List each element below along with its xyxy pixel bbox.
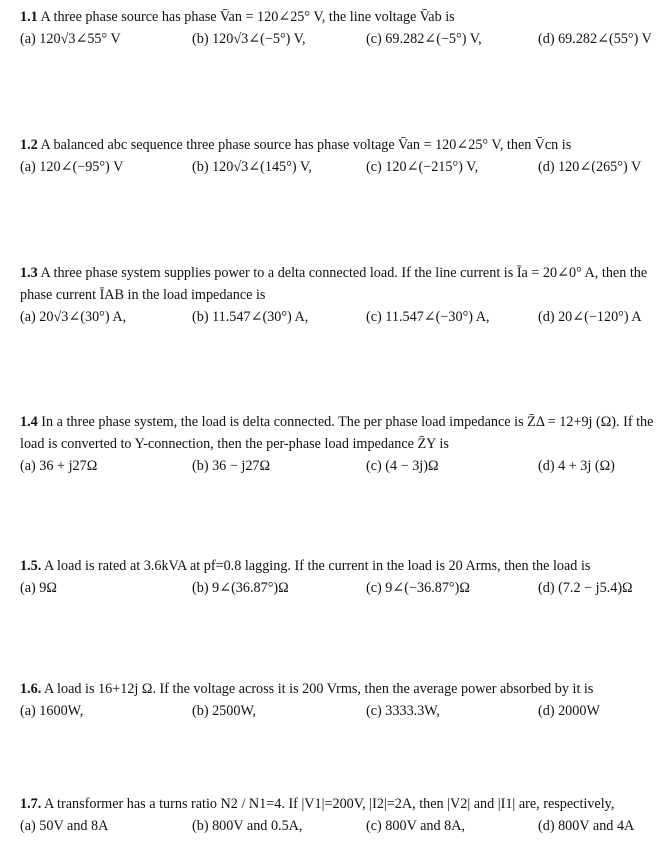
question-stem <box>20 134 666 156</box>
option-c: (c) 11.547∠(−30°) A, <box>366 309 490 325</box>
question-stem <box>20 262 666 306</box>
question-1-2 <box>20 134 666 178</box>
question-1-3 <box>20 262 666 328</box>
option-c: (c) 800V and 8A, <box>366 818 466 834</box>
question-number: 1.1 <box>20 9 38 25</box>
question-stem <box>20 411 666 455</box>
option-a: (a) 9Ω <box>20 580 57 596</box>
option-d: (d) 2000W <box>538 703 600 719</box>
question-text: A balanced abc sequence three phase source has phase voltage V̄an = 120∠25° V, then V̄cn is <box>40 137 572 153</box>
question-1-6 <box>20 678 666 722</box>
option-c: (c) (4 − 3j)Ω <box>366 458 439 474</box>
option-b: (b) 800V and 0.5A, <box>192 818 303 834</box>
question-stem <box>20 793 666 815</box>
question-number: 1.7. <box>20 796 42 812</box>
options-row <box>20 700 666 722</box>
option-a: (a) 120√3∠55° V <box>20 31 121 47</box>
question-text: In a three phase system, the load is delta connected. The per phase load impedance is Z̄Δ = 12+9j (Ω). If the load is converted to Y-connection, then the per-phase load impedance Z̄Y is <box>20 414 654 452</box>
option-d: (d) 120∠(265°) V <box>538 159 642 175</box>
question-text: A load is 16+12j Ω. If the voltage across it is 200 Vrms, then the average power absorbed by it is <box>44 681 594 697</box>
question-text: A three phase source has phase V̄an = 120∠25° V, the line voltage V̄ab is <box>40 9 455 25</box>
option-a: (a) 120∠(−95°) V <box>20 159 124 175</box>
question-1-4 <box>20 411 666 477</box>
option-b: (b) 120√3∠(−5°) V, <box>192 31 306 47</box>
options-row <box>20 306 666 328</box>
option-a: (a) 36 + j27Ω <box>20 458 98 474</box>
options-row <box>20 455 666 477</box>
option-d: (d) 69.282∠(55°) V <box>538 31 652 47</box>
question-stem <box>20 6 666 28</box>
options-row <box>20 815 666 837</box>
question-number: 1.6. <box>20 681 42 697</box>
question-number: 1.3 <box>20 265 38 281</box>
question-stem <box>20 555 666 577</box>
option-d: (d) 800V and 4A <box>538 818 635 834</box>
options-row <box>20 156 666 178</box>
option-c: (c) 69.282∠(−5°) V, <box>366 31 482 47</box>
question-stem <box>20 678 666 700</box>
option-d: (d) (7.2 − j5.4)Ω <box>538 580 633 596</box>
option-c: (c) 9∠(−36.87°)Ω <box>366 580 470 596</box>
options-row <box>20 577 666 599</box>
option-b: (b) 120√3∠(145°) V, <box>192 159 312 175</box>
question-text: A load is rated at 3.6kVA at pf=0.8 lagging. If the current in the load is 20 Arms, then the load is <box>44 558 591 574</box>
option-a: (a) 50V and 8A <box>20 818 109 834</box>
question-1-7 <box>20 793 666 837</box>
option-c: (c) 3333.3W, <box>366 703 440 719</box>
option-a: (a) 1600W, <box>20 703 84 719</box>
option-c: (c) 120∠(−215°) V, <box>366 159 479 175</box>
option-b: (b) 9∠(36.87°)Ω <box>192 580 289 596</box>
question-number: 1.4 <box>20 414 38 430</box>
question-number: 1.2 <box>20 137 38 153</box>
option-d: (d) 20∠(−120°) A <box>538 309 642 325</box>
question-text: A transformer has a turns ratio N2 / N1=4. If |V1|=200V, |I2|=2A, then |V2| and |I1| are, respectively, <box>44 796 615 812</box>
option-d: (d) 4 + 3j (Ω) <box>538 458 615 474</box>
options-row <box>20 28 666 50</box>
option-b: (b) 11.547∠(30°) A, <box>192 309 309 325</box>
question-number: 1.5. <box>20 558 42 574</box>
question-text: A three phase system supplies power to a delta connected load. If the line current is Īa = 20∠0° A, then the phase current ĪAB in the load impedance is <box>20 265 648 303</box>
option-a: (a) 20√3∠(30°) A, <box>20 309 127 325</box>
question-1-1 <box>20 6 666 50</box>
option-b: (b) 2500W, <box>192 703 257 719</box>
option-b: (b) 36 − j27Ω <box>192 458 271 474</box>
question-1-5 <box>20 555 666 599</box>
